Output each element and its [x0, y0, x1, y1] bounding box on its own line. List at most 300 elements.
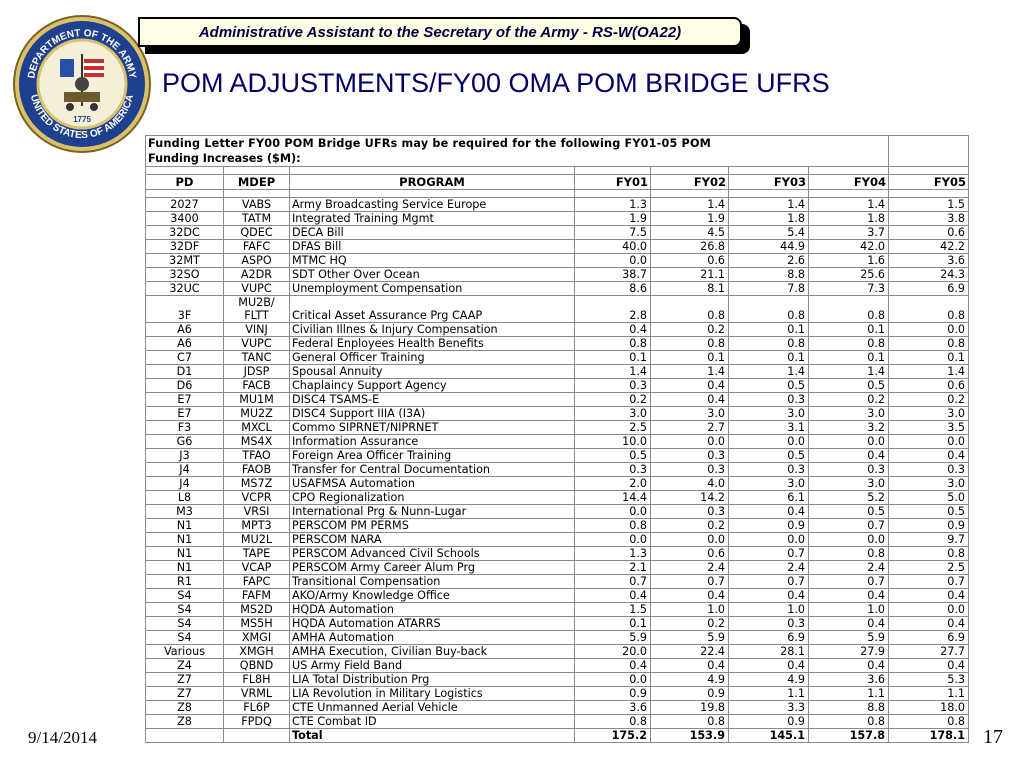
fy04-cell: 0.7 [809, 519, 889, 533]
fy05-cell: 6.9 [889, 282, 969, 296]
pd-cell: A6 [146, 323, 224, 337]
fy04-cell: 1.8 [809, 212, 889, 226]
fy05-cell: 178.1 [889, 729, 969, 743]
footer-date: 9/14/2014 [28, 728, 97, 747]
fy04-cell: 1.6 [809, 254, 889, 268]
table-row [146, 547, 969, 561]
fy01-cell: 175.2 [575, 729, 651, 743]
pd-cell [146, 729, 224, 743]
fy05-cell: 0.1 [889, 351, 969, 365]
fy03-cell: 0.4 [729, 659, 809, 673]
col-header-fy03: FY03 [729, 175, 809, 190]
spacer-cell [809, 190, 889, 198]
fy02-cell: 0.1 [651, 351, 729, 365]
program-cell: HQDA Automation [290, 603, 575, 617]
mdep-cell: MS5H [224, 617, 290, 631]
pd-cell: S4 [146, 617, 224, 631]
fy04-cell: 3.2 [809, 421, 889, 435]
slide-title: POM ADJUSTMENTS/FY00 OMA POM BRIDGE UFRS [162, 68, 830, 98]
fy05-cell: 0.6 [889, 379, 969, 393]
fy05-cell: 5.3 [889, 673, 969, 687]
fy04-cell: 0.3 [809, 463, 889, 477]
table-row [146, 505, 969, 519]
table-row [146, 407, 969, 421]
mdep-cell: TANC [224, 351, 290, 365]
fy04-cell: 42.0 [809, 240, 889, 254]
fy04-cell: 0.4 [809, 449, 889, 463]
mdep-cell: MXCL [224, 421, 290, 435]
fy02-cell: 0.4 [651, 379, 729, 393]
fy01-cell: 0.0 [575, 533, 651, 547]
col-header-fy02: FY02 [651, 175, 729, 190]
program-cell: DISC4 Support IIIA (I3A) [290, 407, 575, 421]
pd-cell: N1 [146, 561, 224, 575]
fy05-cell: 0.4 [889, 589, 969, 603]
mdep-cell: VABS [224, 198, 290, 212]
fy02-cell: 5.9 [651, 631, 729, 645]
table-row [146, 603, 969, 617]
fy01-cell: 0.8 [575, 715, 651, 729]
mdep-cell: VRML [224, 687, 290, 701]
fy05-cell: 1.1 [889, 687, 969, 701]
fy04-cell: 3.7 [809, 226, 889, 240]
program-cell: Spousal Annuity [290, 365, 575, 379]
fy05-cell: 3.0 [889, 477, 969, 491]
fy04-cell: 1.1 [809, 687, 889, 701]
pd-cell: M3 [146, 505, 224, 519]
pd-cell: J4 [146, 477, 224, 491]
seal-top-text: DEPARTMENT OF THE ARMY [26, 27, 138, 80]
fy02-cell: 0.0 [651, 435, 729, 449]
army-seal-icon [12, 14, 152, 154]
fy05-cell: 27.7 [889, 645, 969, 659]
table-row [146, 240, 969, 254]
mdep-cell: XMGH [224, 645, 290, 659]
spacer-cell [146, 167, 224, 175]
mdep-cell: MS7Z [224, 477, 290, 491]
table-note-line2: Funding Increases ($M): [146, 151, 889, 167]
fy03-cell: 0.3 [729, 393, 809, 407]
fy03-cell: 0.8 [729, 337, 809, 351]
fy03-cell: 0.7 [729, 547, 809, 561]
fy02-cell: 0.6 [651, 547, 729, 561]
pd-cell: G6 [146, 435, 224, 449]
fy02-cell: 3.0 [651, 407, 729, 421]
fy05-cell: 18.0 [889, 701, 969, 715]
fy02-cell: 8.1 [651, 282, 729, 296]
fy01-cell: 0.0 [575, 673, 651, 687]
fy02-cell: 1.9 [651, 212, 729, 226]
fy05-cell: 0.0 [889, 603, 969, 617]
program-cell: Civilian Illnes & Injury Compensation [290, 323, 575, 337]
pd-cell: D6 [146, 379, 224, 393]
spacer-cell [575, 190, 651, 198]
fy03-cell: 4.9 [729, 673, 809, 687]
pd-cell: 3F [146, 296, 224, 323]
spacer-cell [889, 190, 969, 198]
seal-year: 1775 [73, 115, 91, 124]
fy01-cell: 0.9 [575, 687, 651, 701]
mdep-cell: FL8H [224, 673, 290, 687]
mdep-cell: TFAO [224, 449, 290, 463]
fy03-cell: 0.4 [729, 505, 809, 519]
fy04-cell: 0.5 [809, 379, 889, 393]
program-cell: Total [290, 729, 575, 743]
fy01-cell: 1.3 [575, 547, 651, 561]
pd-cell: 3400 [146, 212, 224, 226]
fy01-cell: 1.3 [575, 198, 651, 212]
spacer-cell [290, 167, 575, 175]
program-cell: LIA Revolution in Military Logistics [290, 687, 575, 701]
fy05-cell: 9.7 [889, 533, 969, 547]
table-row [146, 282, 969, 296]
pd-cell: 32SO [146, 268, 224, 282]
table-row [146, 463, 969, 477]
fy05-cell: 24.3 [889, 268, 969, 282]
program-cell: Federal Enployees Health Benefits [290, 337, 575, 351]
fy02-cell: 0.8 [651, 337, 729, 351]
fy04-cell: 2.4 [809, 561, 889, 575]
program-cell: Integrated Training Mgmt [290, 212, 575, 226]
fy03-cell: 0.4 [729, 589, 809, 603]
fy03-cell: 0.3 [729, 617, 809, 631]
fy01-cell: 2.1 [575, 561, 651, 575]
pd-cell: N1 [146, 547, 224, 561]
mdep-cell: VUPC [224, 337, 290, 351]
pd-cell: Z8 [146, 715, 224, 729]
pd-cell: 2027 [146, 198, 224, 212]
fy02-cell: 0.4 [651, 589, 729, 603]
fy04-cell: 25.6 [809, 268, 889, 282]
fy05-cell: 0.8 [889, 547, 969, 561]
program-cell: USAFMSA Automation [290, 477, 575, 491]
fy03-cell: 1.4 [729, 198, 809, 212]
program-cell: CTE Combat ID [290, 715, 575, 729]
fy05-cell: 0.4 [889, 659, 969, 673]
table-row [146, 645, 969, 659]
fy02-cell: 21.1 [651, 268, 729, 282]
spacer-cell [224, 167, 290, 175]
table-row [146, 715, 969, 729]
mdep-cell: MS4X [224, 435, 290, 449]
col-header-fy04: FY04 [809, 175, 889, 190]
pd-cell: E7 [146, 393, 224, 407]
pd-cell: L8 [146, 491, 224, 505]
fy05-cell: 0.3 [889, 463, 969, 477]
mdep-cell: TAPE [224, 547, 290, 561]
fy01-cell: 3.6 [575, 701, 651, 715]
table-note-row2 [146, 151, 969, 167]
program-cell: PERSCOM Advanced Civil Schools [290, 547, 575, 561]
pd-cell: Various [146, 645, 224, 659]
program-cell: Transfer for Central Documentation [290, 463, 575, 477]
program-cell: Unemployment Compensation [290, 282, 575, 296]
pd-cell: Z7 [146, 687, 224, 701]
fy05-cell: 0.8 [889, 715, 969, 729]
fy01-cell: 0.1 [575, 351, 651, 365]
fy03-cell: 28.1 [729, 645, 809, 659]
fy02-cell: 2.4 [651, 561, 729, 575]
fy02-cell: 0.4 [651, 393, 729, 407]
fy03-cell: 0.5 [729, 379, 809, 393]
fy02-cell: 1.4 [651, 198, 729, 212]
fy04-cell: 0.4 [809, 659, 889, 673]
mdep-cell: XMGI [224, 631, 290, 645]
spacer-cell [729, 167, 809, 175]
table-row [146, 337, 969, 351]
fy02-cell: 0.9 [651, 687, 729, 701]
fy01-cell: 0.8 [575, 337, 651, 351]
fy01-cell: 7.5 [575, 226, 651, 240]
program-cell: Army Broadcasting Service Europe [290, 198, 575, 212]
program-cell: Critical Asset Assurance Prg CAAP [290, 296, 575, 323]
table-row [146, 421, 969, 435]
fy04-cell: 0.2 [809, 393, 889, 407]
fy02-cell: 1.4 [651, 365, 729, 379]
fy04-cell: 1.0 [809, 603, 889, 617]
fy01-cell: 38.7 [575, 268, 651, 282]
fy04-cell: 0.0 [809, 533, 889, 547]
table-row [146, 659, 969, 673]
table-row [146, 212, 969, 226]
pd-cell: Z8 [146, 701, 224, 715]
fy02-cell: 0.3 [651, 463, 729, 477]
program-cell: Information Assurance [290, 435, 575, 449]
table-total-row [146, 729, 969, 743]
fy03-cell: 145.1 [729, 729, 809, 743]
program-cell: US Army Field Band [290, 659, 575, 673]
program-cell: AMHA Automation [290, 631, 575, 645]
fy02-cell: 4.5 [651, 226, 729, 240]
table-row [146, 435, 969, 449]
fy02-cell: 4.0 [651, 477, 729, 491]
col-header-fy05: FY05 [889, 175, 969, 190]
spacer-cell [224, 190, 290, 198]
fy04-cell: 0.4 [809, 589, 889, 603]
page-number: 17 [983, 726, 1003, 748]
fy03-cell: 1.1 [729, 687, 809, 701]
table-row [146, 631, 969, 645]
fy01-cell: 0.3 [575, 379, 651, 393]
pd-cell: A6 [146, 337, 224, 351]
table-row [146, 393, 969, 407]
table-row [146, 379, 969, 393]
fy04-cell: 3.0 [809, 407, 889, 421]
table-row [146, 365, 969, 379]
mdep-cell: FACB [224, 379, 290, 393]
army-seal [12, 14, 152, 154]
table-note-row [146, 136, 969, 152]
note-empty-cell [889, 151, 969, 167]
fy01-cell: 2.5 [575, 421, 651, 435]
fy04-cell: 0.4 [809, 617, 889, 631]
fy05-cell: 1.5 [889, 198, 969, 212]
mdep-cell: QBND [224, 659, 290, 673]
fy01-cell: 0.4 [575, 323, 651, 337]
fy01-cell: 10.0 [575, 435, 651, 449]
fy03-cell: 2.6 [729, 254, 809, 268]
table-row [146, 198, 969, 212]
fy04-cell: 1.4 [809, 198, 889, 212]
pd-cell: Z4 [146, 659, 224, 673]
table-row [146, 701, 969, 715]
mdep-cell: MPT3 [224, 519, 290, 533]
table-row [146, 687, 969, 701]
program-cell: Transitional Compensation [290, 575, 575, 589]
fy02-cell: 4.9 [651, 673, 729, 687]
fy05-cell: 0.4 [889, 617, 969, 631]
fy01-cell: 1.4 [575, 365, 651, 379]
table-row [146, 449, 969, 463]
pd-cell: C7 [146, 351, 224, 365]
fy04-cell: 0.8 [809, 715, 889, 729]
table-row [146, 491, 969, 505]
mdep-cell [224, 729, 290, 743]
fy03-cell: 3.0 [729, 477, 809, 491]
fy04-cell: 3.0 [809, 477, 889, 491]
mdep-cell: QDEC [224, 226, 290, 240]
spacer-cell [146, 190, 224, 198]
pd-cell: 32MT [146, 254, 224, 268]
fy05-cell: 3.8 [889, 212, 969, 226]
col-header-fy01: FY01 [575, 175, 651, 190]
fy02-cell: 2.7 [651, 421, 729, 435]
fy03-cell: 6.1 [729, 491, 809, 505]
pd-cell: Z7 [146, 673, 224, 687]
fy03-cell: 0.1 [729, 323, 809, 337]
fy03-cell: 3.3 [729, 701, 809, 715]
table-row [146, 589, 969, 603]
fy03-cell: 0.1 [729, 351, 809, 365]
table-header-row [146, 175, 969, 190]
fy03-cell: 1.4 [729, 365, 809, 379]
fy02-cell: 22.4 [651, 645, 729, 659]
mdep-cell: VCPR [224, 491, 290, 505]
spacer-cell [809, 167, 889, 175]
fy05-cell: 1.4 [889, 365, 969, 379]
fy05-cell: 0.0 [889, 435, 969, 449]
fy02-cell: 26.8 [651, 240, 729, 254]
pd-cell: R1 [146, 575, 224, 589]
mdep-cell: MU2Z [224, 407, 290, 421]
fy03-cell: 0.9 [729, 715, 809, 729]
fy05-cell: 0.5 [889, 505, 969, 519]
mdep-cell: ASPO [224, 254, 290, 268]
spacer-cell [651, 190, 729, 198]
program-cell: DISC4 TSAMS-E [290, 393, 575, 407]
fy01-cell: 0.0 [575, 505, 651, 519]
fy01-cell: 40.0 [575, 240, 651, 254]
program-cell: DECA Bill [290, 226, 575, 240]
program-cell: International Prg & Nunn-Lugar [290, 505, 575, 519]
fy03-cell: 7.8 [729, 282, 809, 296]
table-row [146, 477, 969, 491]
fy02-cell: 14.2 [651, 491, 729, 505]
table-row [146, 296, 969, 323]
program-cell: General Officer Training [290, 351, 575, 365]
fy04-cell: 0.8 [809, 337, 889, 351]
fy04-cell: 27.9 [809, 645, 889, 659]
funding-table-container [145, 135, 968, 743]
fy01-cell: 0.1 [575, 617, 651, 631]
program-cell: MTMC HQ [290, 254, 575, 268]
pd-cell: N1 [146, 533, 224, 547]
fy01-cell: 1.9 [575, 212, 651, 226]
pd-cell: J4 [146, 463, 224, 477]
fy03-cell: 0.3 [729, 463, 809, 477]
fy01-cell: 2.8 [575, 296, 651, 323]
fy05-cell: 42.2 [889, 240, 969, 254]
fy02-cell: 19.8 [651, 701, 729, 715]
program-cell: PERSCOM Army Career Alum Prg [290, 561, 575, 575]
fy04-cell: 0.8 [809, 547, 889, 561]
program-cell: Foreign Area Officer Training [290, 449, 575, 463]
seal-bottom-text: UNITED STATES OF AMERICA [27, 93, 137, 142]
table-row [146, 617, 969, 631]
pd-cell: S4 [146, 631, 224, 645]
spacer-cell [729, 190, 809, 198]
program-cell: AKO/Army Knowledge Office [290, 589, 575, 603]
fy03-cell: 8.8 [729, 268, 809, 282]
mdep-cell: MU1M [224, 393, 290, 407]
note-empty-cell [889, 136, 969, 152]
fy01-cell: 1.5 [575, 603, 651, 617]
program-cell: AMHA Execution, Civilian Buy-back [290, 645, 575, 659]
program-cell: Commo SIPRNET/NIPRNET [290, 421, 575, 435]
mdep-cell: FPDQ [224, 715, 290, 729]
pd-cell: 32UC [146, 282, 224, 296]
pd-cell: S4 [146, 589, 224, 603]
mdep-cell: VRSI [224, 505, 290, 519]
fy03-cell: 5.4 [729, 226, 809, 240]
fy01-cell: 20.0 [575, 645, 651, 659]
col-header-mdep: MDEP [224, 175, 290, 190]
mdep-cell: FAOB [224, 463, 290, 477]
fy03-cell: 0.5 [729, 449, 809, 463]
fy05-cell: 5.0 [889, 491, 969, 505]
pd-cell: S4 [146, 603, 224, 617]
table-row [146, 533, 969, 547]
table-row [146, 673, 969, 687]
fy03-cell: 3.0 [729, 407, 809, 421]
spacer-row [146, 167, 969, 175]
fy01-cell: 14.4 [575, 491, 651, 505]
fy03-cell: 0.8 [729, 296, 809, 323]
spacer-cell [575, 167, 651, 175]
fy05-cell: 3.6 [889, 254, 969, 268]
spacer-row [146, 190, 969, 198]
fy03-cell: 44.9 [729, 240, 809, 254]
fy04-cell: 0.1 [809, 323, 889, 337]
fy02-cell: 0.3 [651, 449, 729, 463]
fy05-cell: 0.6 [889, 226, 969, 240]
program-cell: PERSCOM PM PERMS [290, 519, 575, 533]
fy01-cell: 8.6 [575, 282, 651, 296]
mdep-cell: MU2L [224, 533, 290, 547]
fy05-cell: 0.2 [889, 393, 969, 407]
pd-cell: N1 [146, 519, 224, 533]
mdep-cell: FAPC [224, 575, 290, 589]
fy05-cell: 2.5 [889, 561, 969, 575]
table-row [146, 351, 969, 365]
fy04-cell: 0.8 [809, 296, 889, 323]
mdep-cell: VINJ [224, 323, 290, 337]
program-cell: HQDA Automation ATARRS [290, 617, 575, 631]
fy04-cell: 8.8 [809, 701, 889, 715]
pd-cell: E7 [146, 407, 224, 421]
fy03-cell: 6.9 [729, 631, 809, 645]
program-cell: DFAS Bill [290, 240, 575, 254]
